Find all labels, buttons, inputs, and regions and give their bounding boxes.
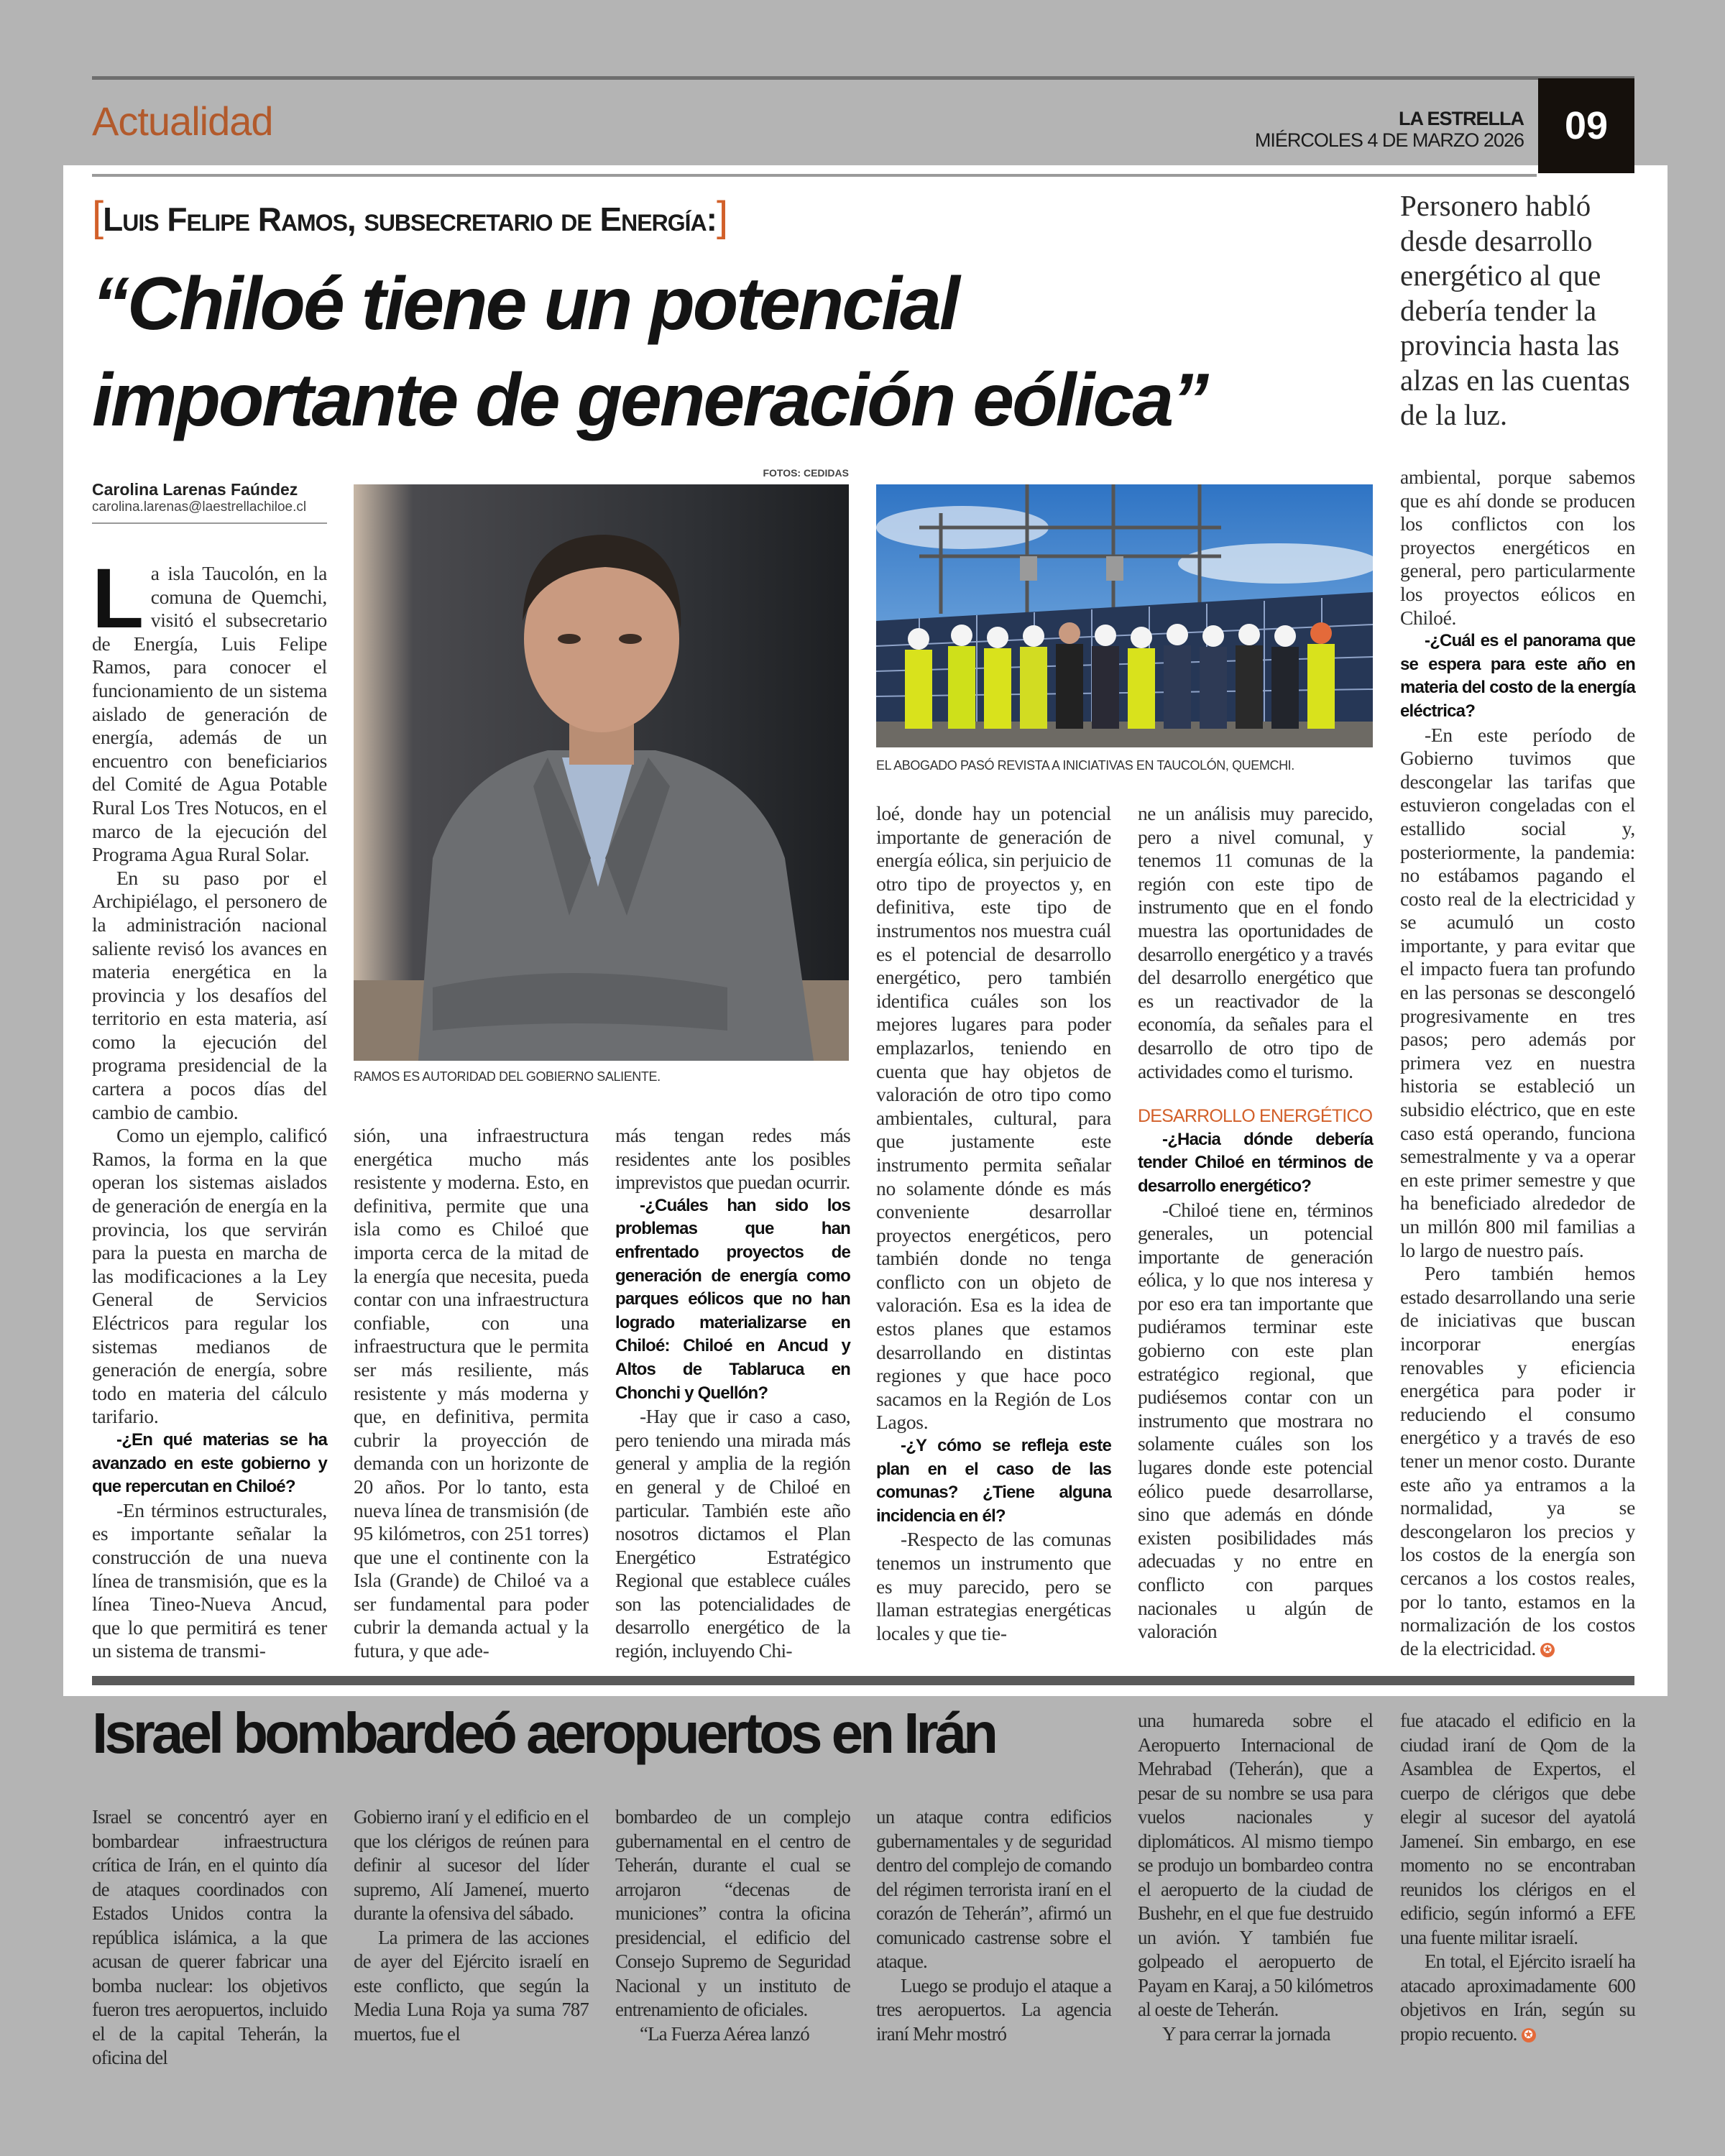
article-paragraph: [876, 1805, 1111, 1974]
issue-date: MIÉRCOLES 4 DE MARZO 2026: [1254, 129, 1524, 151]
lead-paragraph: La isla Taucolón, en la comuna de Quemchi, visitó el subsecretario de Energía, Luis Felipe Ramos, para conocer el funcionamiento de un sistema aislado de generación de energía, además de un encuentro con beneficiarios del Comité de Agua Potable Rural Los Tres Notucos, en el marco de la ejecución del Programa Agua Rural Solar.: [92, 551, 327, 866]
panel-rule: [92, 174, 1537, 177]
photo-caption: RAMOS ES AUTORIDAD DEL GOBIERNO SALIENTE.: [354, 1069, 661, 1084]
headline-line: “Chiloé tiene un potencial: [92, 262, 958, 346]
paragraph-text: un ataque contra edificios gubernamentales y de seguridad dentro del complejo de comando del régimen terrorista iraní en el corazón de Teherán”, afirmó un comunicado castrense sobre el ataque.: [876, 1806, 1111, 1972]
article-paragraph: [615, 1405, 850, 1663]
paragraph-text: La primera de las acciones de ayer del Ejército israelí en este conflicto, que según la Media Luna Roja ya suma 787 muertos, fue el: [354, 1926, 589, 2045]
byline-email: carolina.larenas@laestrellachiloe.cl: [92, 499, 307, 515]
end-mark-icon: ✪: [1522, 2028, 1536, 2042]
article-paragraph: [1138, 1199, 1373, 1644]
article-paragraph: [1400, 724, 1635, 1263]
section-subhead: [1138, 1105, 1373, 1128]
paragraph-text: -¿Cuál es el panorama que se espera para este año en materia del costo de la energía eléctrica?: [1400, 631, 1635, 721]
article-paragraph: [876, 1528, 1111, 1645]
end-mark-icon: ✪: [1540, 1643, 1555, 1657]
paragraph-text: Como un ejemplo, calificó Ramos, la forma en la que operan los sistemas aislados de generación de energía en la provincia, los que servirán para la puesta en marcha de las modificaciones a la Ley General de Servicios Eléctricos para regular los sistemas medianos de generación de energía, sobre todo en materia del cálculo tarifario.: [92, 1124, 327, 1428]
article-paragraph: [1400, 466, 1635, 630]
paragraph-text: -¿En qué materias se ha avanzado en este gobierno y que repercutan en Chiloé?: [92, 1429, 327, 1497]
article-paragraph: [354, 1805, 589, 1926]
section-title: Actualidad: [92, 98, 273, 144]
byline-author: Carolina Larenas Faúndez: [92, 480, 298, 499]
text-column: [92, 551, 327, 1663]
paragraph-text: ne un análisis muy parecido, pero a nivel comunal, y tenemos 11 comunas de la región con este tipo de instrumento que en el fondo muestra las oportunidades de desarrollo energético y a través del desarrollo energético que es un reactivador de la economía, da señales para el desarrollo de otro tipo de actividades como el turismo.: [1138, 802, 1373, 1082]
paragraph-text: Israel se concentró ayer en bombardear infraestructura crítica de Irán, en el quinto día de ataques coordinados con Estados Unidos contra la república islámica, a la que acusan de querer fabricar una bomba nuclear: los objetivos fueron tres aeropuertos, incluido el de la capital Teherán, la oficina del: [92, 1806, 327, 2068]
article-headline: [92, 256, 1207, 448]
text-column: [1400, 1709, 1635, 2046]
article-paragraph: [876, 1974, 1111, 2047]
paragraph-text: -¿Y cómo se refleja este plan en el caso de las comunas? ¿Tiene alguna incidencia en él?: [876, 1436, 1111, 1526]
text-column: [876, 802, 1111, 1645]
paragraph-text: -En términos estructurales, es importante señalar la construcción de una nueva línea de transmisión, que es la línea Tineo-Nueva Ancud, que lo que permitirá es tener un sistema de transmi-: [92, 1498, 327, 1662]
text-column: [876, 1805, 1111, 2046]
paragraph-text: -Respecto de las comunas tenemos un instrumento que es muy parecido, pero se llaman estrategias energéticas locales y que tie-: [876, 1528, 1111, 1644]
interview-question: [1138, 1128, 1373, 1199]
text-column: [92, 1805, 327, 2070]
text-column: [1138, 802, 1373, 1644]
article-paragraph: [354, 1926, 589, 2047]
article-paragraph: [1138, 802, 1373, 1083]
paragraph-text: -En este período de Gobierno tuvimos que descongelar las tarifas que estuvieron congeladas con el estallido social y, posteriormente, la pandemia: no estábamos pagando el costo real de la electricidad y se acumuló un costo importante, y para evitar que el impacto fuera tan profundo en las personas se descongeló progresivamente en tres pasos; pero además por primera vez en nuestra historia se estableció un subsidio eléctrico, que en este caso está operando, funciona semestralmente y va a operar en este primer semestre y que ha beneficiado alrededor de un millón 800 mil familias a lo largo de nuestro país.: [1400, 723, 1635, 1261]
text-column: [1138, 1709, 1373, 2046]
paragraph-text: sión, una infraestructura energética mucho más resistente y moderna. Esto, en definitiva, permite que una isla como es Chiloé que importa cerca de la mitad de la energía que necesita, pueda contar con una infraestructura confiable, con una infraestructura que le permita ser más resiliente, más resistente y más moderna y que, en definitiva, permita cubrir la proyección de demanda con un horizonte de 20 años. Por lo tanto, esta nueva línea de transmisión (de 95 kilómetros, con 251 torres) que une el continente con la Isla (Grande) de Chiloé va a ser fundamental para poder cubrir la demanda actual y la futura, y que ade-: [354, 1124, 589, 1662]
article-paragraph: [876, 802, 1111, 1434]
paragraph-text: bombardeo de un complejo gubernamental en el centro de Teherán, durante el cual se arrojaron “decenas de municiones” contra la oficina presidencial, el edificio del Consejo Supremo de Seguridad Nacional y un instituto de entrenamiento de oficiales.: [615, 1806, 850, 2020]
article-paragraph: [92, 1805, 327, 2070]
headline-line: importante de generación eólica”: [92, 359, 1208, 442]
paragraph-text: DESARROLLO ENERGÉTICO: [1138, 1106, 1373, 1127]
paragraph-text: Gobierno iraní y el edificio en el que los clérigos de reúnen para definir al sucesor del líder supremo, Alí Jameneí, muerto durante la ofensiva del sábado.: [354, 1806, 589, 1924]
paragraph-text: Luego se produjo el ataque a tres aeropuertos. La agencia iraní Mehr mostró: [876, 1974, 1111, 2045]
article-paragraph: [1138, 2022, 1373, 2047]
paragraph-text: -Chiloé tiene en, términos generales, un potencial importante de generación eólica, y lo que nos interesa y por eso era tan importante que pudiéramos terminar este gobierno con este plan estratégico regional, que pudiésemos contar con un instrumento que mostrara no solamente cuáles son los lugares donde este potencial eólico puede desarrollarse, sino que además en dónde existen posibilidades más adecuadas y no entre en conflicto con parques nacionales u algún de valoración: [1138, 1198, 1373, 1643]
article-paragraph: [1400, 1262, 1635, 1660]
kicker-bracket-close: ]: [716, 193, 728, 240]
newspaper-name: LA ESTRELLA: [1399, 108, 1524, 129]
masthead: [1255, 108, 1524, 151]
top-rule: [92, 76, 1634, 80]
paragraph-text: En total, el Ejército israelí ha atacado aproximadamente 600 objetivos en Irán, según su propio recuento.: [1400, 1950, 1635, 2045]
text-column: [1400, 466, 1635, 1660]
solar-visit-photo: [876, 484, 1373, 747]
photo-credit: FOTOS: CEDIDAS: [763, 467, 849, 479]
article-paragraph: [354, 1124, 589, 1663]
article-deck: Personero habló desde desarrollo energético al que debería tender la provincia hasta las alzas en las cuentas de la luz.: [1400, 189, 1630, 431]
byline: [92, 480, 327, 524]
article-paragraph: [1400, 1950, 1635, 2046]
second-article-headline: Israel bombardeó aeropuertos en Irán: [92, 1701, 995, 1765]
interview-question: [876, 1434, 1111, 1528]
paragraph-text: -¿Cuáles han sido los problemas que han enfrentado proyectos de generación de energía como parques eólicos que no han logrado materializarse en Chiloé: Chiloé en Ancud y Altos de Tablaruca en Chonchi y Quellón?: [615, 1195, 850, 1403]
kicker-text: Luis Felipe Ramos, subsecretario de Energía:: [103, 201, 717, 238]
article-paragraph: [1138, 1709, 1373, 2022]
text-column: [354, 1805, 589, 2046]
paragraph-text: Y para cerrar la jornada: [1162, 2022, 1330, 2045]
article-paragraph: [92, 1499, 327, 1663]
article-paragraph: [1400, 1709, 1635, 1950]
interview-question: [92, 1429, 327, 1499]
text-column: [354, 1124, 589, 1663]
article-paragraph: [92, 867, 327, 1125]
interview-question: [615, 1194, 850, 1405]
article-separator: [92, 1676, 1634, 1685]
paragraph-text: más tengan redes más residentes ante los posibles imprevistos que puedan ocurrir.: [615, 1124, 850, 1194]
text-column: [615, 1805, 850, 2046]
paragraph-text: “La Fuerza Aérea lanzó: [640, 2022, 809, 2045]
portrait-photo: [354, 484, 849, 1061]
paragraph-text: Pero también hemos estado desarrollando una serie de iniciativas que buscan incorporar energías renovables y eficiencia energética para poder ir reduciendo el consumo energético y a través de eso tener un menor costo. Durante este año ya entramos a la normalidad, ya se descongelaron los precios y los costos de la energía son cercanos a los costos reales, por lo tanto, estamos en la normalización de los costos de la electricidad.: [1400, 1262, 1635, 1659]
paragraph-text: una humareda sobre el Aeropuerto Internacional de Mehrabad (Teherán), que a pesar de su nombre se usa para vuelos nacionales y diplomáticos. Al mismo tiempo se produjo un bombardeo contra el aeropuerto de la ciudad de Bushehr, en el que fue destruido un avión. Y también fue golpeado el aeropuerto de Payam en Karaj, a 50 kilómetros al oeste de Teherán.: [1138, 1710, 1373, 2020]
paragraph-text: fue atacado el edificio en la ciudad iraní de Qom de la Asamblea de Expertos, el cuerpo de clérigos que debe elegir al sucesor del ayatolá Jameneí. Sin embargo, en ese momento no se encontraban reunidos los clérigos en el edificio, según informó a EFE una fuente militar israelí.: [1400, 1710, 1635, 1948]
article-paragraph: [615, 1124, 850, 1194]
paragraph-text: -¿Hacia dónde debería tender Chiloé en términos de desarrollo energético?: [1138, 1129, 1373, 1196]
paragraph-text: En su paso por el Archipiélago, el personero de la administración nacional saliente revisó los avances en materia energética en la provincia y los desafíos del territorio en esta materia, así como la ejecución del programa presidencial de la cartera a pocos días del cambio de cambio.: [92, 866, 327, 1123]
interview-question: [1400, 630, 1635, 723]
text-column: [615, 1124, 850, 1663]
paragraph-text: loé, donde hay un potencial importante de generación de energía eólica, sin perjuicio de otro tipo de proyectos y, en definitiva, este tipo de instrumentos nos muestra cuál es el potencial de desarrollo energético, pero también identifica cuáles son los mejores lugares para poder emplazarlos, teniendo en cuenta que hay objetos de valoración de otro tipo como ambientales, cultural, para que justamente este instrumento permita señalar no solamente dónde es más conveniente desarrollar proyectos energéticos, pero también donde no tenga conflicto con un objeto de valoración. Esa es la idea de estos planes que estamos desarrollando en distintas regiones y que hace poco sacamos en la Región de Los Lagos.: [876, 802, 1111, 1434]
kicker-bracket-open: [: [92, 193, 104, 240]
article-kicker: [92, 193, 727, 241]
page-number: 09: [1538, 78, 1634, 173]
article-paragraph: [615, 2022, 850, 2047]
article-paragraph: [615, 1805, 850, 2022]
paragraph-text: -Hay que ir caso a caso, pero teniendo una mirada más general y amplia de la región en general y de Chiloé en particular. También este año nosotros dictamos el Plan Energético Estratégico Regional que establece cuáles son las potencialidades de desarrollo energético de la región, incluyendo Chi-: [615, 1405, 850, 1662]
paragraph-text: ambiental, porque sabemos que es ahí donde se producen los conflictos con los proyectos energéticos en general, pero particularmente los proyectos eólicos en Chiloé.: [1400, 466, 1635, 629]
article-paragraph: [92, 1124, 327, 1429]
photo-caption: EL ABOGADO PASÓ REVISTA A INICIATIVAS EN TAUCOLÓN, QUEMCHI.: [876, 758, 1294, 773]
